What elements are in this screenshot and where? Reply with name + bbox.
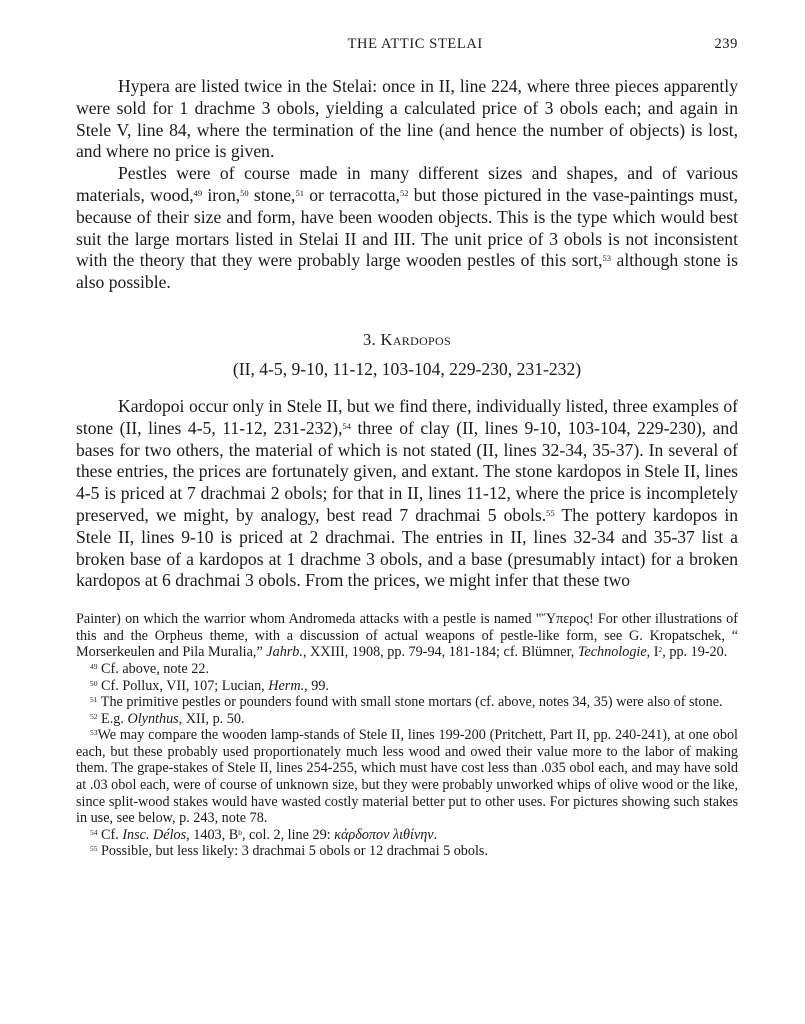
footnote-continuation	[76, 611, 738, 661]
footnote-ref-51[interactable]: 51	[295, 187, 304, 198]
footnotes	[76, 611, 738, 860]
text-run: stone,	[248, 184, 296, 205]
text-run: iron,	[202, 184, 241, 205]
text-run: although stone is also possible.	[76, 250, 738, 293]
page-number: 239	[714, 36, 738, 52]
footnote-number: 49	[90, 661, 98, 671]
footnote-52	[76, 711, 738, 728]
footnote-ref-53[interactable]: 53	[602, 253, 612, 264]
footnote-text: We may compare the wooden lamp-stands of Stele II, lines 199-200 (Pritchett, Part II, pp. 240-241), at one obol each, but these probably used proportionately much less wood and owed their value more to the labor of making them. The grape-stakes of Stele II, lines 254-255, which must have cost less than .035 obol each, and may have sold at .03 obol each, were of course of unknown size, but they were probably unworked whips of olive wood or the like, since split-wood stakes would have wasted costly material better put to other uses. For pictures showing such stakes in use, see below, p. 243, note 78.	[76, 727, 738, 827]
text-run: The pottery kardopos in Stele II, lines 9-10 is priced at 2 drachmai. The entries in II, lines 32-34 and 35-37 list a broken base of a kardopos at 1 drachme 3 obols, and a base (presumably intact) for a broken kardopos at 6 drachmai 3 obols. From the prices, we might infer that these two	[76, 504, 738, 591]
running-title: THE ATTIC STELAI	[347, 36, 483, 52]
footnote-number: 51	[90, 695, 98, 705]
page	[76, 36, 738, 860]
footnote-number: 54	[90, 827, 98, 837]
italic-run: Herm.	[268, 677, 305, 694]
running-header	[76, 36, 738, 62]
superscript: b	[238, 827, 242, 837]
footnote-51	[76, 694, 738, 711]
footnote-number: 55	[90, 844, 98, 854]
italic-run: Technologie	[577, 644, 647, 661]
footnote-text: Possible, but less likely: 3 drachmai 5 obols or 12 drachmai 5 obols.	[97, 843, 489, 860]
paragraph-pestles	[76, 163, 738, 294]
text-run: .	[433, 826, 438, 843]
footnote-ref-50[interactable]: 50	[240, 187, 249, 198]
paragraph-hypera	[76, 76, 738, 163]
footnote-54	[76, 827, 738, 844]
italic-run: Olynthus	[127, 710, 179, 727]
footnote-number: 50	[90, 678, 98, 688]
text-run: , I	[646, 644, 659, 661]
section-name: Kardopos	[380, 329, 451, 349]
italic-run: Insc. Délos	[122, 826, 187, 843]
footnote-text: Cf. above, note 22.	[97, 660, 210, 677]
text-run: , col. 2, line 29:	[241, 826, 335, 843]
footnote-number: 52	[90, 711, 98, 721]
text-run: , XII, p. 50.	[178, 710, 245, 727]
footnote-text: The primitive pestles or pounders found with small stone mortars (cf. above, notes 34, 35) were also of stone.	[97, 694, 723, 711]
footnote-49	[76, 661, 738, 678]
footnote-53	[76, 727, 738, 827]
text-run: , 1403, B	[186, 826, 239, 843]
superscript: 2	[658, 645, 663, 655]
section-references: (II, 4-5, 9-10, 11-12, 103-104, 229-230, 231-232)	[232, 358, 582, 379]
text-run: E.g.	[97, 710, 128, 727]
text-run: Kardopoi occur only in Stele II, but we find there, individually listed, three examples of stone (II, lines 4-5, 11-12, 231-232),	[76, 395, 738, 438]
paragraph-kardopoi	[76, 396, 738, 592]
text-run: Cf.	[97, 826, 123, 843]
footnote-ref-49[interactable]: 49	[193, 187, 203, 198]
text-run: Cf. Pollux, VII, 107; Lucian,	[97, 677, 269, 694]
paragraph-text: Hypera are listed twice in the Stelai: once in II, line 224, where three pieces apparently were sold for 1 drachme 3 obols, yielding a calculated price of 3 obols each; and again in Stele V, line 84, where the termination of the line (and hence the number of objects) is lost, and where no price is given.	[76, 76, 738, 162]
text-run: , pp. 19-20.	[662, 644, 728, 661]
footnote-ref-54[interactable]: 54	[342, 420, 351, 431]
section-heading	[76, 330, 738, 350]
footnote-number: 53	[90, 728, 98, 738]
footnote-50	[76, 678, 738, 695]
text-run: Pestles were of course made in many different sizes and shapes, and of various materials, wood,	[76, 163, 738, 205]
section-number: 3.	[363, 329, 377, 349]
text-run: three of clay (II, lines 9-10, 103-104, 229-230), and bases for two others, the material of which is not stated (II, lines 32-34, 35-37). In several of these entries, the prices are fortunately given, and extant. The stone kardopos in Stele II, lines 4-5 is priced at 7 drachmai 2 obols; for that in II, lines 11-12, where the price is incompletely preserved, we might, by analogy, best read 7 drachmai 5 obols.	[76, 417, 739, 525]
footnote-ref-52[interactable]: 52	[399, 187, 409, 198]
text-run: , XXIII, 1908, pp. 79-94, 181-184; cf. Blümner,	[302, 644, 578, 661]
greek-phrase: κάρδοπον λιθίνην	[334, 826, 434, 843]
italic-run: Jahrb.	[266, 644, 303, 661]
footnote-55	[76, 843, 738, 860]
text-run: Painter) on which the warrior whom Andromeda attacks with a pestle is named "Ὕπερος! For other illustrations of this and the Orpheus theme, with a discussion of actual weapons of pestle-like form, see G. Kropatschek, “ Morserkeulen and Pila Muralia,”	[76, 611, 738, 661]
text-run: , 99.	[304, 677, 329, 694]
text-run: or terracotta,	[303, 184, 400, 205]
footnote-ref-55[interactable]: 55	[546, 507, 555, 518]
text-run: but those pictured in the vase-paintings must, because of their size and form, have been wooden objects. This is the type which would best suit the large mortars listed in Stelai II and III. The unit price of 3 obols is not inconsistent with the theory that they were probably large wooden pestles of this sort,	[76, 184, 738, 271]
